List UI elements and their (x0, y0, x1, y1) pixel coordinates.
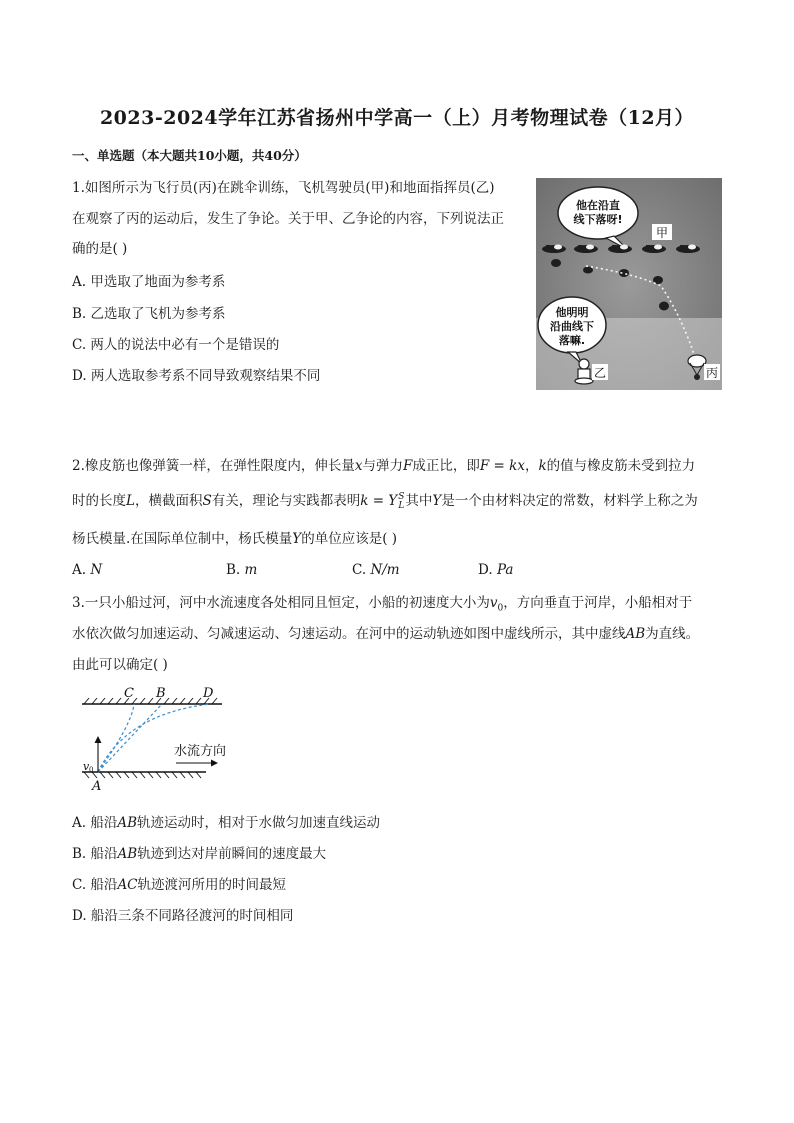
v0-arrowhead (95, 736, 102, 743)
q3-option-d (72, 904, 293, 924)
label-v0-sub: 0 (89, 766, 94, 774)
label-a: A (92, 779, 102, 794)
q3-var-v0-sub: 0 (497, 603, 504, 614)
q3-figure (76, 684, 246, 796)
q2-option-value: m (244, 562, 258, 578)
q1-option-b: B. 乙选取了飞机为参考系 (72, 306, 226, 322)
q3-option-text: B. 船沿 (72, 846, 118, 862)
q2-option-d (478, 562, 513, 578)
q2-option-value: N (90, 562, 103, 578)
q2-option-letter: A. (72, 562, 91, 578)
q2-text: 有关，理论与实践都表明 (211, 493, 361, 509)
q3-option-text: C. 船沿 (72, 877, 118, 893)
q2-text: ， (524, 458, 539, 474)
q1-stem-line-1: 1.如图所示为飞行员(丙)在跳伞训练，飞机驾驶员(甲)和地面指挥员(乙) (72, 180, 495, 196)
q2-option-letter: D. (478, 562, 497, 578)
label-d: D (203, 686, 214, 701)
q2-text: 的值与橡皮筋未受到拉力 (546, 458, 696, 474)
q3-option-var: AB (117, 846, 138, 862)
q2-option-b (226, 562, 257, 578)
q1-option-d: D. 两人选取参考系不同导致观察结果不同 (72, 368, 321, 384)
q3-option-c (72, 873, 286, 893)
q3-option-b (72, 842, 326, 862)
river-crossing-diagram (76, 684, 246, 796)
q3-option-text: D. 船沿三条不同路径渡河的时间相同 (72, 908, 294, 924)
label-c: C (124, 686, 134, 701)
label-b: B (156, 686, 166, 701)
q2-text: 的单位应该是( ) (301, 531, 398, 547)
parachute-illustration (536, 178, 722, 390)
q3-text: 3.一只小船过河，河中水流速度各处相同且恒定，小船的初速度大小为 (72, 595, 490, 611)
q2-var-y: Y (292, 531, 302, 547)
q3-var-ab: AB (625, 626, 646, 642)
q2-option-c (352, 562, 400, 578)
flow-arrowhead (211, 760, 218, 767)
bubble-bottom-line-3: 落嘛. (558, 334, 586, 347)
bubble-top-line-2: 线下落呀! (573, 213, 623, 226)
q3-stem-line-3: 由此可以确定( ) (72, 657, 168, 673)
trajectory-ad (98, 704, 210, 772)
q2-formula-young: k = Y (360, 493, 398, 509)
label-v0: v (83, 760, 90, 773)
q2-var-l: L (126, 493, 135, 509)
bubble-bottom-line-1: 他明明 (555, 306, 589, 319)
q3-stem-line-1 (72, 594, 692, 618)
q3-option-a (72, 811, 380, 831)
q3-var-v0: v (489, 595, 498, 611)
q3-stem-line-2 (72, 625, 699, 643)
q2-text: 成正比，即 (412, 458, 480, 474)
q3-text: ，方向垂直于河岸，小船相对于 (503, 595, 693, 611)
bottom-bank-hatch (84, 772, 201, 778)
page-title: 2023-2024学年江苏省扬州中学高一（上）月考物理试卷（12月） (99, 107, 695, 129)
q2-text: 杨氏模量.在国际单位制中，杨氏模量 (72, 531, 293, 547)
q1-option-a: A. 甲选取了地面为参考系 (72, 274, 226, 290)
q2-text: 时的长度 (72, 493, 126, 509)
q2-var-y: Y (432, 493, 442, 509)
q2-var-x: x (354, 458, 363, 474)
q1-stem-line-3: 确的是( ) (72, 241, 128, 257)
q2-stem-line-1 (72, 457, 695, 475)
bubble-bottom-line-2: 沿曲线下 (550, 320, 594, 333)
q2-text: 是一个由材料决定的常数，材料学上称之为 (441, 493, 698, 509)
q2-var-k: k (538, 458, 547, 474)
q2-var-f: F (403, 458, 413, 474)
label-jia: 甲 (655, 226, 669, 240)
q2-option-value: N/m (370, 562, 400, 578)
q3-option-var: AB (117, 815, 138, 831)
trajectory-ab (98, 704, 162, 772)
q2-option-a (72, 562, 102, 578)
q3-text: 为直线。 (645, 626, 700, 642)
q2-option-letter: C. (352, 562, 371, 578)
q2-formula-hooke: F = kx (479, 458, 525, 474)
label-yi: 乙 (593, 366, 607, 380)
q2-option-letter: B. (226, 562, 245, 578)
bubble-top-line-1: 他在沿直 (576, 199, 620, 212)
q2-fraction (398, 493, 404, 511)
q2-option-value: Pa (496, 562, 514, 578)
q1-option-c: C. 两人的说法中必有一个是错误的 (72, 337, 280, 353)
q3-option-text: 轨迹到达对岸前瞬间的速度最大 (137, 846, 327, 862)
q2-text: 与弹力 (362, 458, 404, 474)
q2-stem-line-2 (72, 492, 698, 511)
section-heading: 一、单选题（本大题共10小题，共40分） (72, 148, 307, 163)
q3-option-var: AC (117, 877, 138, 893)
q2-fraction-denominator: L (398, 500, 405, 511)
q1-stem-line-2: 在观察了丙的运动后，发生了争论。关于甲、乙争论的内容，下列说法正 (72, 211, 504, 227)
q2-stem-line-3 (72, 530, 397, 548)
q3-option-text: 轨迹运动时，相对于水做匀加速直线运动 (137, 815, 381, 831)
q2-text: 其中 (405, 493, 433, 509)
q1-figure (536, 178, 722, 390)
q3-option-text: A. 船沿 (72, 815, 118, 831)
q2-var-s: S (202, 493, 212, 509)
label-bing: 丙 (705, 366, 719, 380)
top-bank-hatch (84, 698, 217, 704)
flow-direction-label: 水流方向 (174, 744, 227, 759)
q3-option-text: 轨迹渡河所用的时间最短 (137, 877, 287, 893)
q2-text: 2.橡皮筋也像弹簧一样，在弹性限度内，伸长量 (72, 458, 355, 474)
q3-text: 水依次做匀加速运动、匀减速运动、匀速运动。在河中的运动轨迹如图中虚线所示，其中虚线 (72, 626, 626, 642)
q2-text: ，横截面积 (134, 493, 203, 509)
q2-fraction-numerator: S (398, 491, 405, 502)
